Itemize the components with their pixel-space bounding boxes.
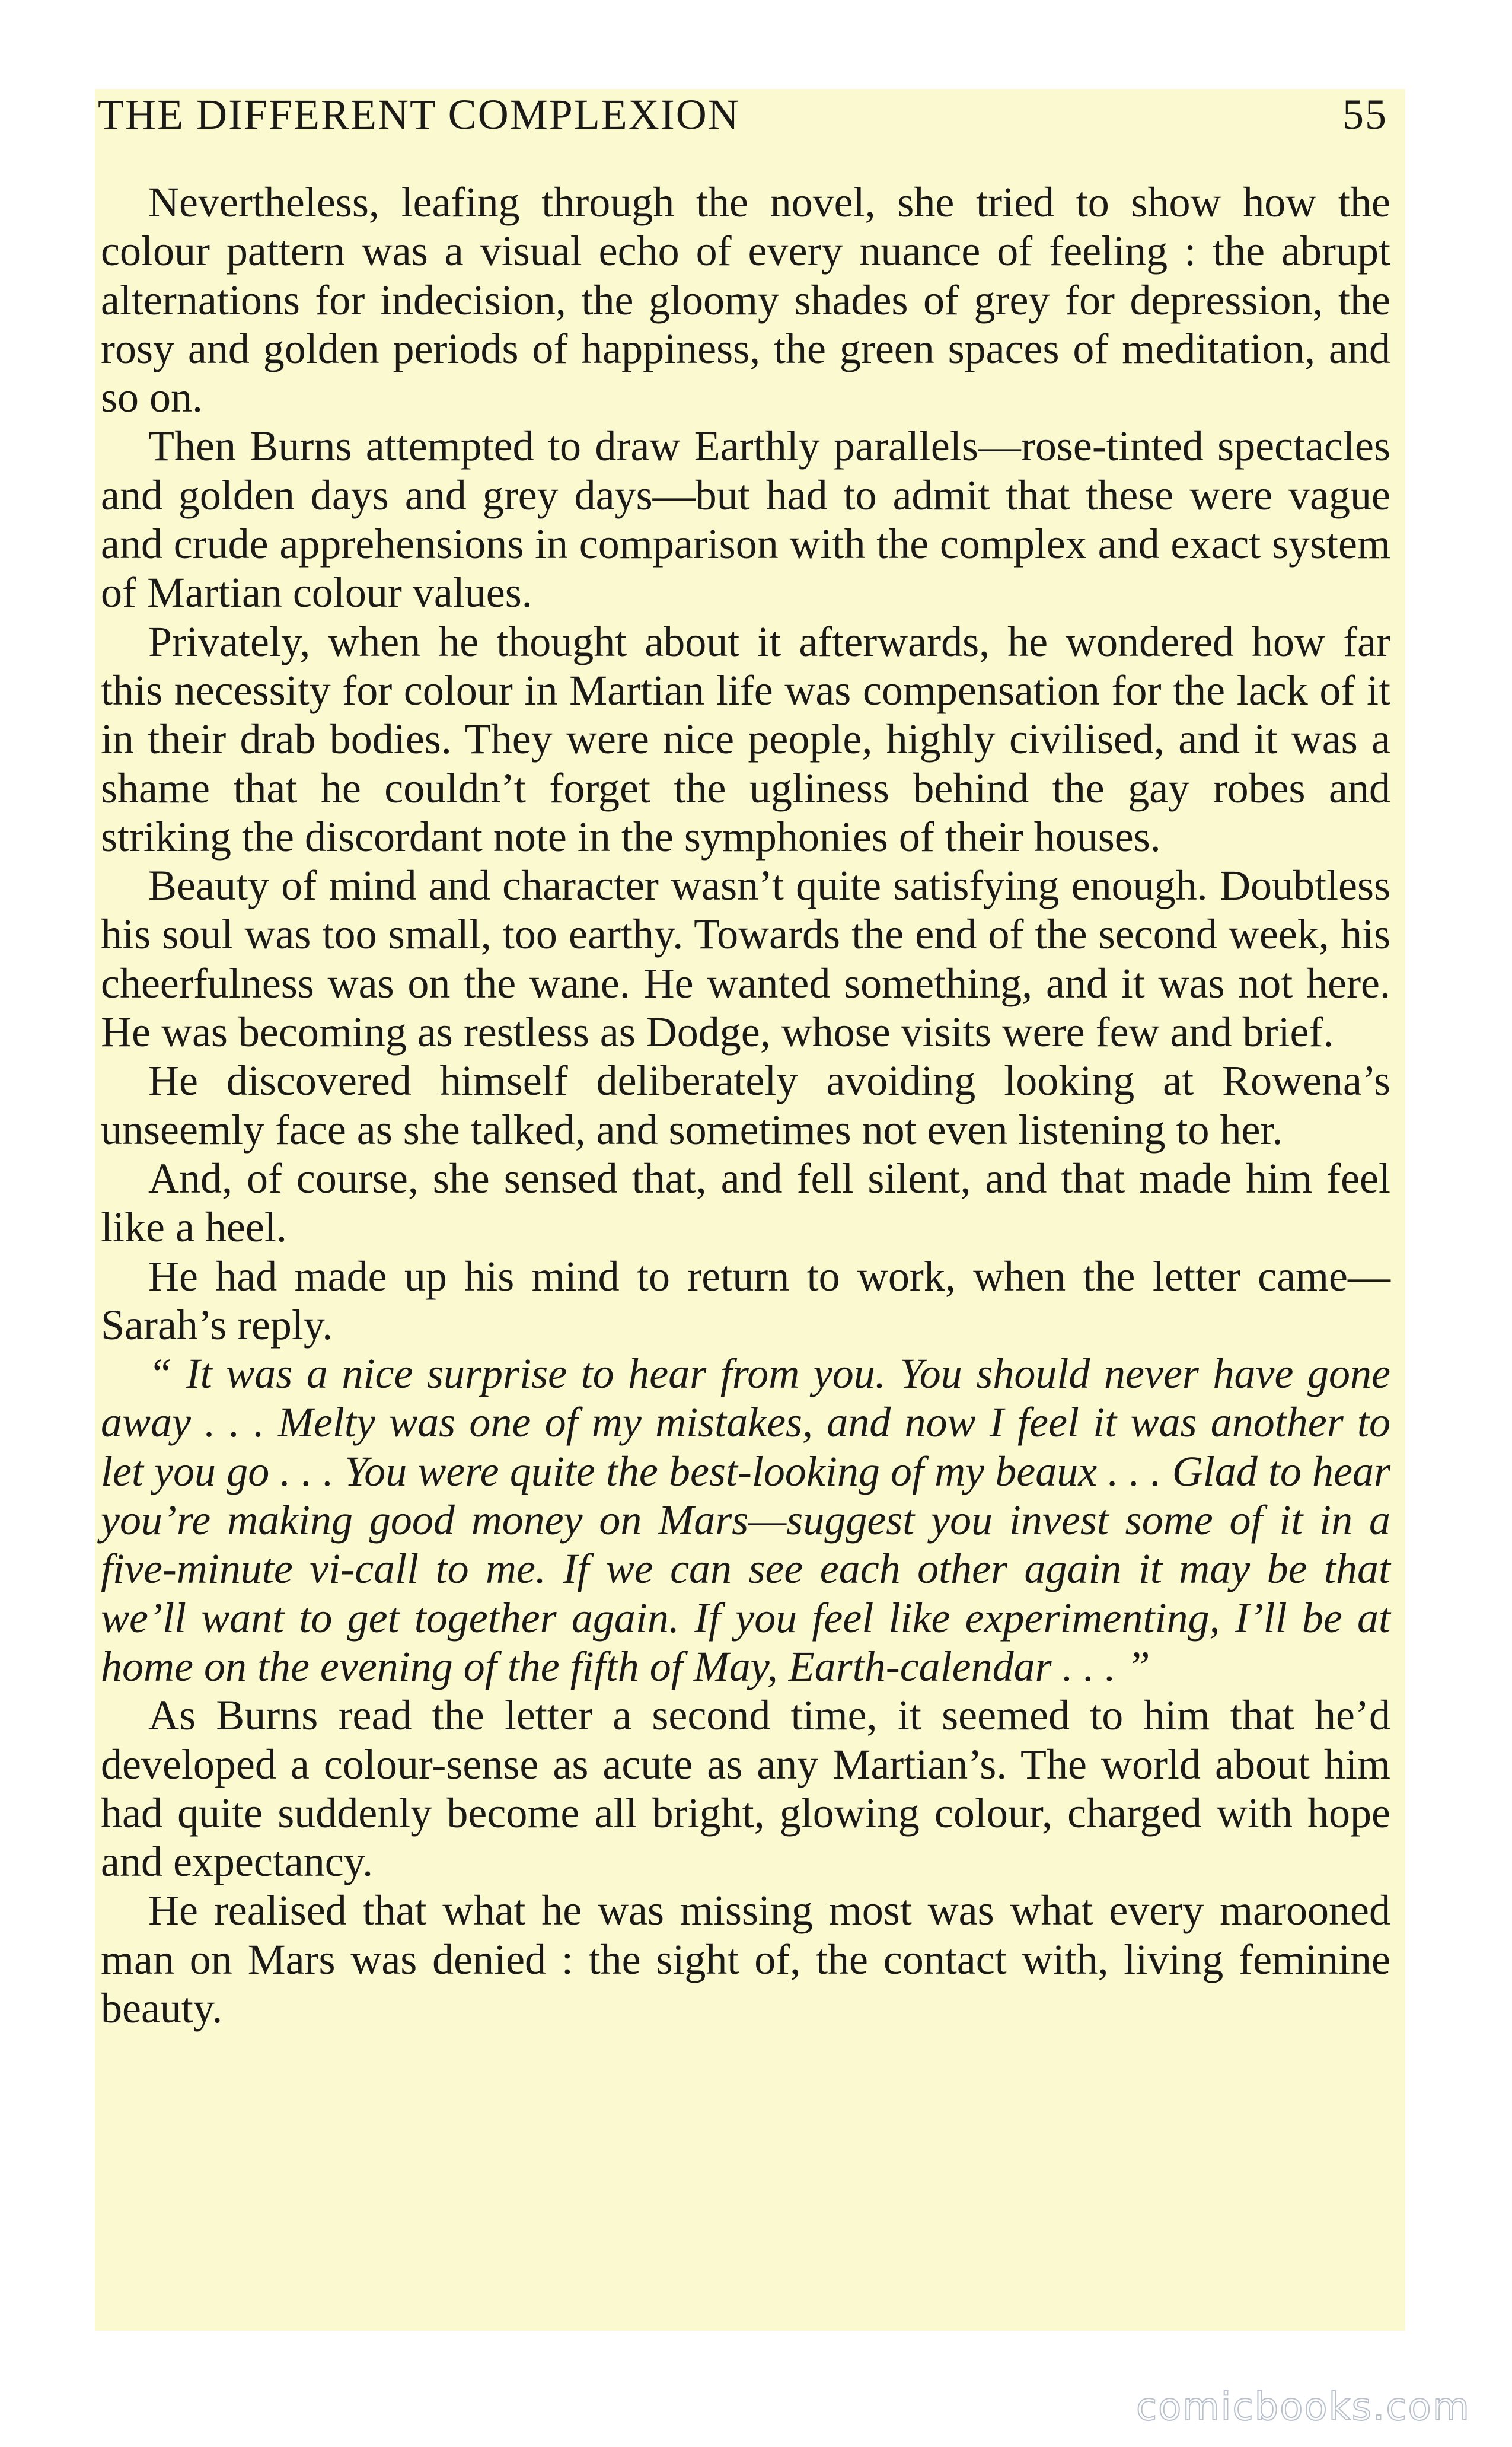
paragraph-10: He realised that what he was missing most was what every marooned man on Mars was denied : the sight of, the contact with, living feminine beauty. [101,1887,1390,2032]
paragraph-1: Nevertheless, leafing through the novel, she tried to show how the colour pattern was a visual echo of every nuance of feeling : the abrupt alternations for indecision, the gloomy shades of grey for depression, the rosy and golden periods of happiness, the green spaces of meditation, and so on. [101,179,1390,422]
body-text [101,178,1390,2032]
paragraph-5: He discovered himself deliberately avoiding looking at Rowena’s unseemly face as she talked, and sometimes not even listening to her. [101,1057,1390,1154]
paragraph-4: Beauty of mind and character wasn’t quite satisfying enough. Doubtless his soul was too small, too earthy. Towards the end of the second week, his cheerfulness was on the wane. He wanted something, and it was not here. He was becoming as restless as Dodge, whose visits were few and brief. [101,862,1390,1056]
paragraph-2: Then Burns attempted to draw Earthly parallels—rose-tinted spectacles and golden days and grey days—but had to admit that these were vague and crude apprehensions in comparison with the complex and exact system of Martian colour values. [101,422,1390,617]
paragraph-3: Privately, when he thought about it afterwards, he wondered how far this necessity for colour in Martian life was compensation for the lack of it in their drab bodies. They were nice people, highly civilised, and it was a shame that he couldn’t forget the ugliness behind the gay robes and striking the discordant note in the symphonies of their houses. [101,617,1390,861]
letter-quote: “ It was a nice surprise to hear from you. You should never have gone away . . . Melty was one of my mistakes, and now I feel it was another to let you go . . . You were quite the best-looking of my beaux . . . Glad to hear you’re making good money on Mars—suggest you invest some of it in a five-minute vi-call to me. If we can see each other again it may be that we’ll want to get together again. If you feel like experimenting, I’ll be at home on the evening of the fifth of May, Earth-calendar . . . ” [101,1350,1390,1690]
watermark-logo: comicbooks.com [1135,2385,1470,2429]
paragraph-6: And, of course, she sensed that, and fell silent, and that made him feel like a heel. [101,1154,1390,1251]
paragraph-9: As Burns read the letter a second time, it seemed to him that he’d developed a colour-sense as acute as any Martian’s. The world about him had quite suddenly become all bright, glowing colour, charged with hope and expectancy. [101,1691,1390,1886]
paragraph-7: He had made up his mind to return to work, when the letter came—Sarah’s reply. [101,1252,1390,1349]
page-number: 55 [1342,90,1387,138]
chapter-title: THE DIFFERENT COMPLEXION [98,90,740,138]
running-header [98,82,1387,147]
